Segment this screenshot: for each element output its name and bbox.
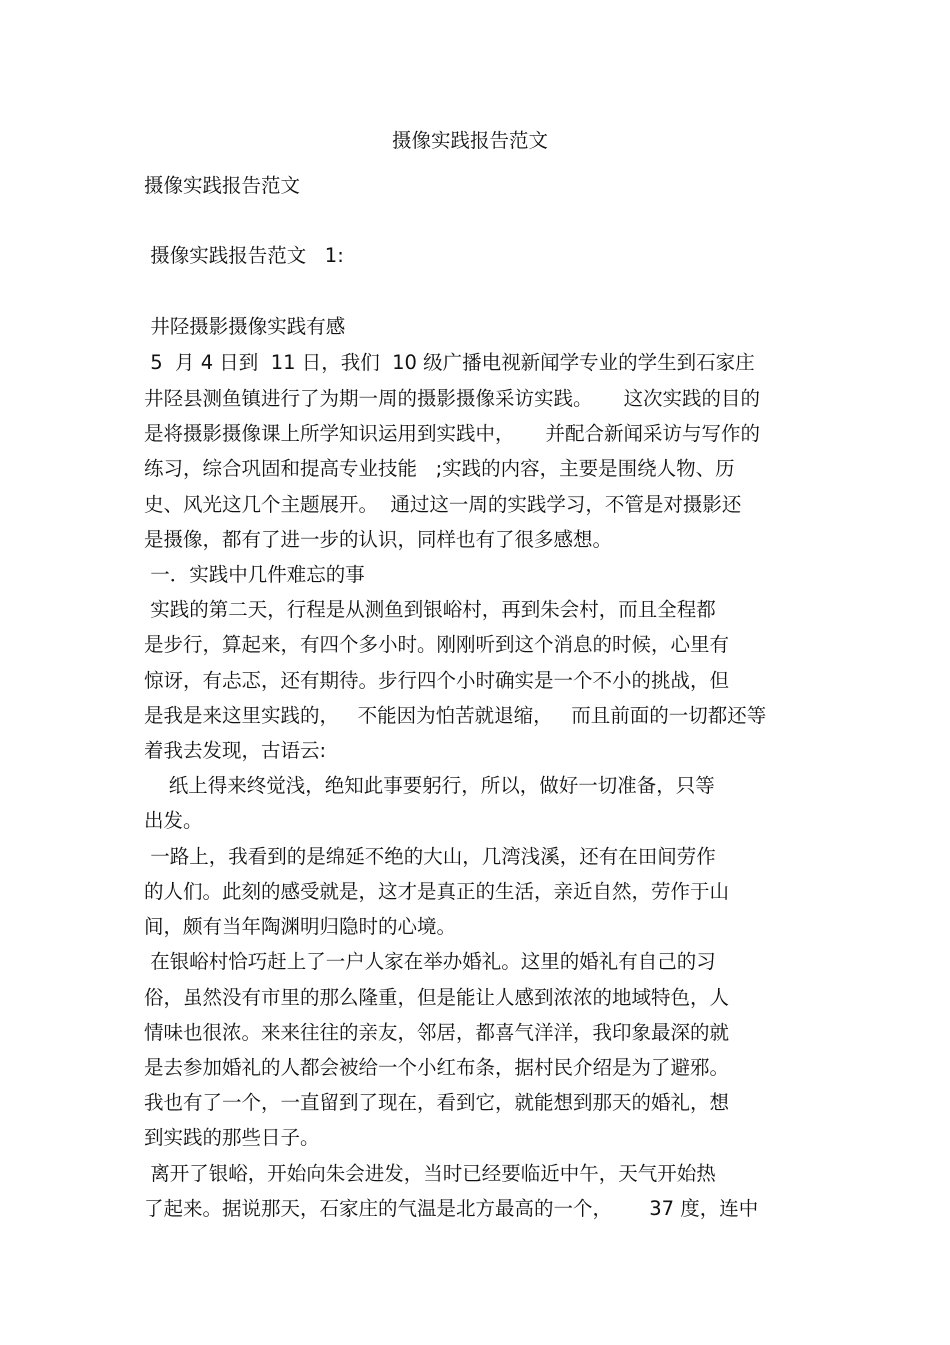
text-line: 情味也很浓。来来往往的亲友，邻居，都喜气洋洋，我印象最深的就 — [144, 1021, 730, 1044]
document-title: 摄像实践报告范文 — [391, 129, 548, 152]
text-line: 惊讶，有忐忑，还有期待。步行四个小时确实是一个不小的挑战，但 — [144, 669, 730, 692]
text-line: 出发。 — [144, 809, 203, 832]
document-subtitle: 摄像实践报告范文 — [144, 174, 301, 197]
subsection-heading: 一．实践中几件难忘的事 — [144, 563, 365, 586]
text-line: 间，颇有当年陶渊明归隐时的心境。 — [144, 915, 457, 938]
text-line: 到实践的那些日子。 — [144, 1126, 320, 1149]
text-line: 俗，虽然没有市里的那么隆重，但是能让人感到浓浓的地域特色，人 — [144, 986, 730, 1009]
text-line: 一路上，我看到的是绵延不绝的大山，几湾浅溪，还有在田间劳作 — [144, 845, 716, 868]
text-line: 我也有了一个，一直留到了现在，看到它，就能想到那天的婚礼，想 — [144, 1091, 730, 1114]
text-line: 5 月 4 日到 11 日，我们 10 级广播电视新闻学专业的学生到石家庄 — [144, 351, 755, 374]
text-line: 是去参加婚礼的人都会被给一个小红布条，据村民介绍是为了避邪。 — [144, 1056, 730, 1079]
text-line: 离开了银峪，开始向朱会进发，当时已经要临近中午，天气开始热 — [144, 1162, 716, 1185]
text-line: 了起来。据说那天，石家庄的气温是北方最高的一个， 37 度，连中 — [144, 1197, 759, 1220]
text-line: 着我去发现，古语云: — [144, 739, 327, 762]
text-line: 练习，综合巩固和提高专业技能 ;实践的内容，主要是围绕人物、历 — [144, 457, 735, 480]
text-line: 在银峪村恰巧赶上了一户人家在举办婚礼。这里的婚礼有自己的习 — [144, 950, 716, 973]
text-line: 实践的第二天，行程是从测鱼到银峪村，再到朱会村，而且全程都 — [144, 598, 716, 621]
text-line: 的人们。此刻的感受就是，这才是真正的生活，亲近自然，劳作于山 — [144, 880, 730, 903]
text-line: 井陉县测鱼镇进行了为期一周的摄影摄像采访实践。 这次实践的目的 — [144, 387, 760, 410]
text-line: 是摄像，都有了进一步的认识，同样也有了很多感想。 — [144, 528, 613, 551]
text-line: 是步行，算起来，有四个多小时。刚刚听到这个消息的时候，心里有 — [144, 633, 730, 656]
article-heading: 井陉摄影摄像实践有感 — [144, 315, 346, 338]
text-line: 是我是来这里实践的， 不能因为怕苦就退缩， 而且前面的一切都还等 — [144, 704, 767, 727]
section-heading: 摄像实践报告范文 1: — [144, 244, 344, 267]
text-line: 史、风光这几个主题展开。 通过这一周的实践学习，不管是对摄影还 — [144, 493, 742, 516]
quote-line: 纸上得来终觉浅，绝知此事要躬行，所以，做好一切准备，只等 — [144, 774, 715, 797]
text-line: 是将摄影摄像课上所学知识运用到实践中， 并配合新闻采访与写作的 — [144, 422, 760, 445]
